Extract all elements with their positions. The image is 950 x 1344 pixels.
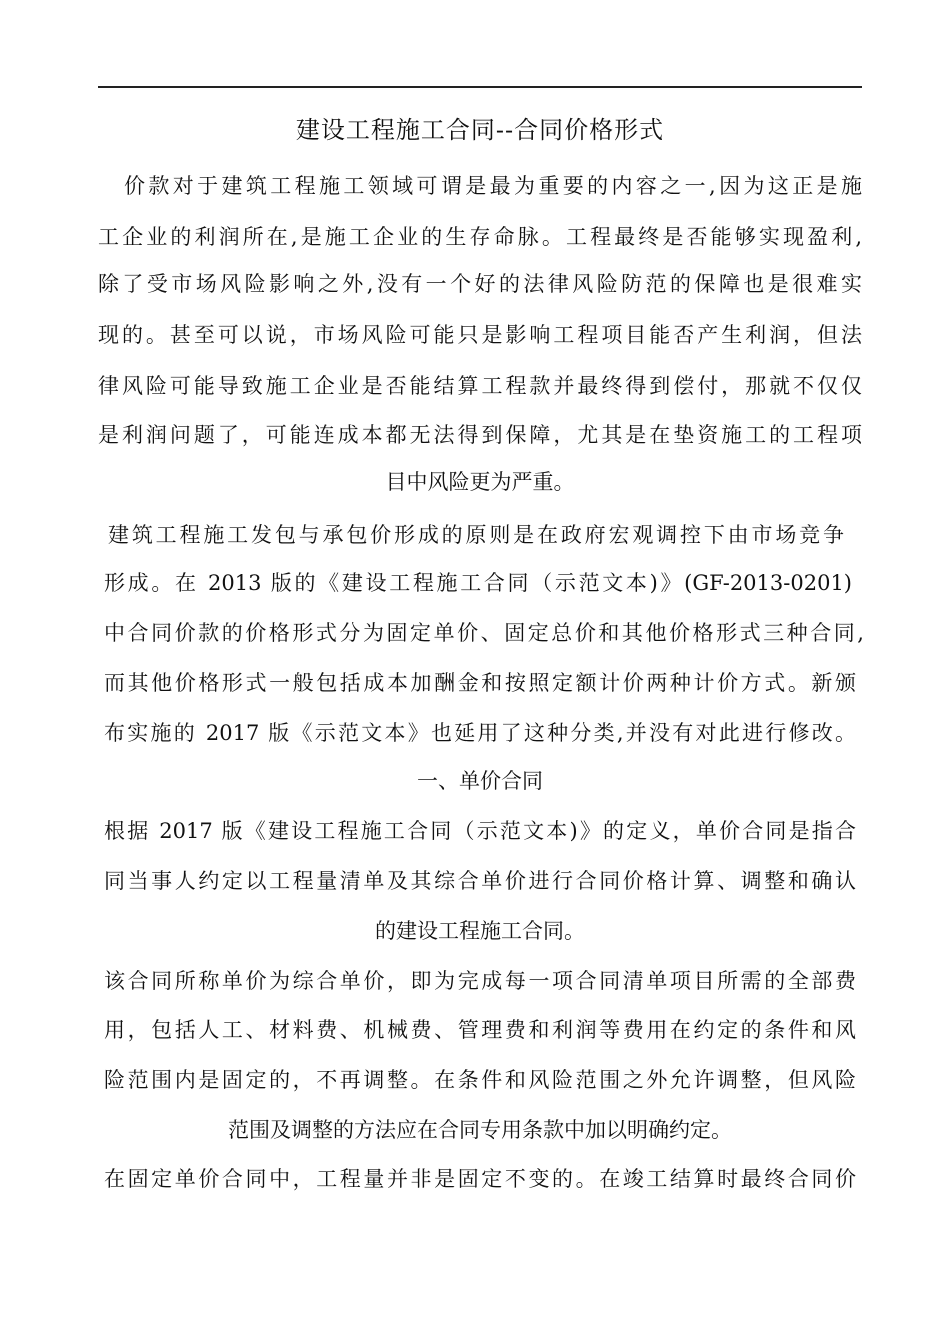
paragraph-line: 目中风险更为严重。 <box>385 470 575 494</box>
paragraph-line: 用，包括人工、材料费、机械费、管理费和利润等费用在约定的条件和风 <box>104 1018 856 1042</box>
paragraph-line: 而其他价格形式一般包括成本加酬金和按照定额计价两种计价方式。新颁 <box>104 671 856 695</box>
paragraph-line: 建筑工程施工发包与承包价形成的原则是在政府宏观调控下由市场竞争 <box>108 523 844 547</box>
paragraph-line: 险范围内是固定的，不再调整。在条件和风险范围之外允许调整，但风险 <box>104 1068 856 1092</box>
section-heading: 一、单价合同 <box>417 769 543 793</box>
paragraph-line: 价款对于建筑工程施工领域可谓是最为重要的内容之一,因为这正是施 <box>124 174 862 198</box>
paragraph-line: 形成。在 2013 版的《建设工程施工合同（示范文本)》(GF-2013-0201) <box>104 571 852 595</box>
paragraph-line: 范围及调整的方法应在合同专用条款中加以明确约定。 <box>228 1118 732 1142</box>
paragraph-line: 在固定单价合同中，工程量并非是固定不变的。在竣工结算时最终合同价 <box>104 1167 856 1191</box>
paragraph-line: 同当事人约定以工程量清单及其综合单价进行合同价格计算、调整和确认 <box>104 869 856 893</box>
paragraph-line: 是利润问题了，可能连成本都无法得到保障，尤其是在垫资施工的工程项 <box>98 423 862 447</box>
paragraph-line: 律风险可能导致施工企业是否能结算工程款并最终得到偿付，那就不仅仅 <box>98 374 862 398</box>
header-rule <box>98 86 862 88</box>
document-title: 建设工程施工合同--合同价格形式 <box>295 116 665 144</box>
paragraph-line: 除了受市场风险影响之外,没有一个好的法律风险防范的保障也是很难实 <box>98 272 862 296</box>
paragraph-line: 的建设工程施工合同。 <box>375 919 585 943</box>
paragraph-line: 现的。甚至可以说，市场风险可能只是影响工程项目能否产生利润，但法 <box>98 323 862 347</box>
paragraph-line: 中合同价款的价格形式分为固定单价、固定总价和其他价格形式三种合同, <box>104 621 864 645</box>
paragraph-line: 根据 2017 版《建设工程施工合同（示范文本)》的定义，单价合同是指合 <box>104 819 856 843</box>
paragraph-line: 工企业的利润所在,是施工企业的生存命脉。工程最终是否能够实现盈利, <box>98 225 862 249</box>
paragraph-line: 该合同所称单价为综合单价，即为完成每一项合同清单项目所需的全部费 <box>104 969 856 993</box>
paragraph-line: 布实施的 2017 版《示范文本》也延用了这种分类,并没有对此进行修改。 <box>104 721 856 745</box>
